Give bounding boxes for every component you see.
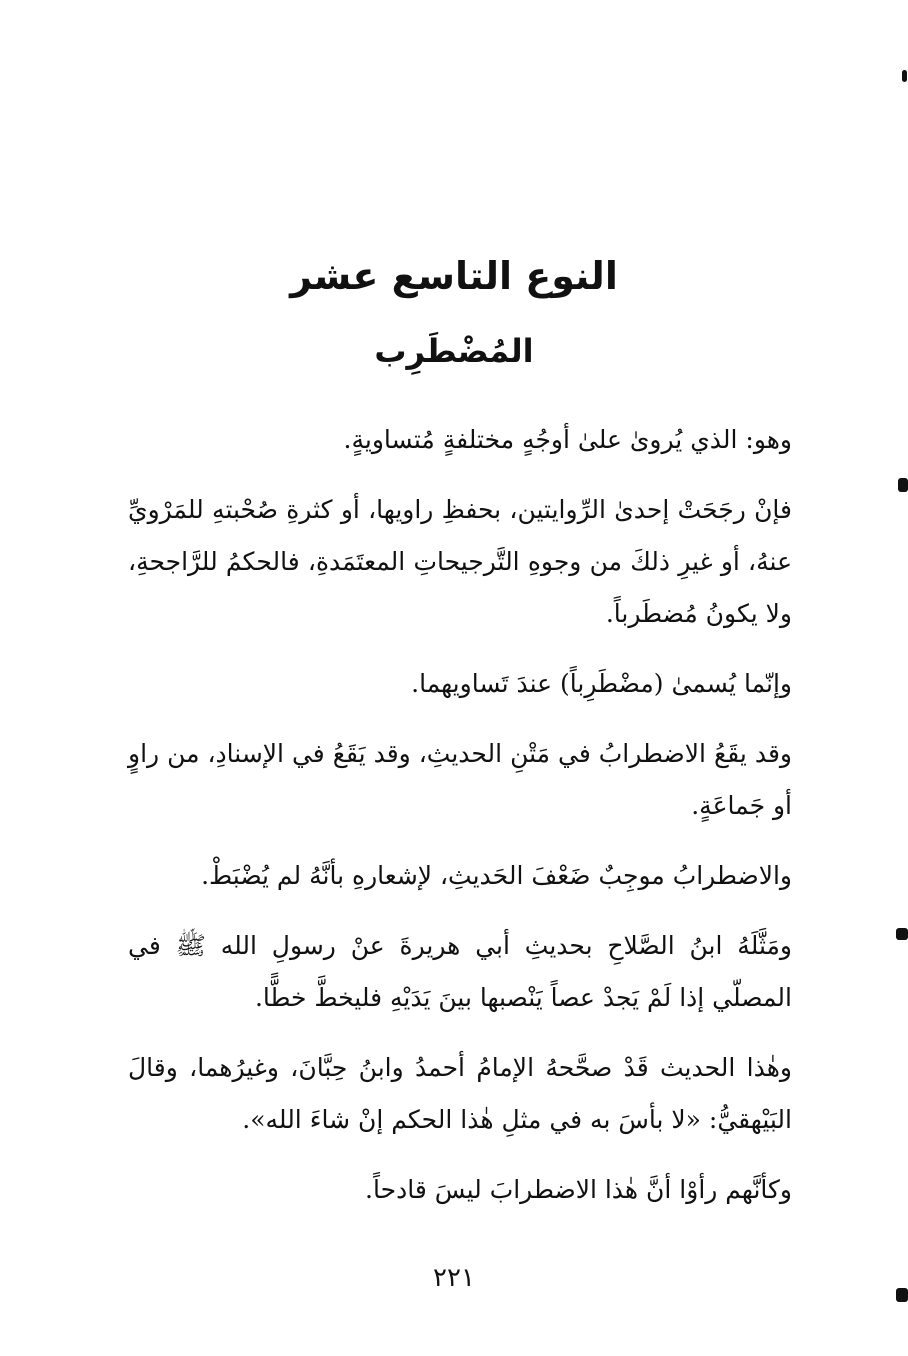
scan-edge-mark bbox=[902, 70, 907, 82]
scan-edge-mark bbox=[896, 1288, 908, 1302]
paragraph-definition: وهو: الذي يُروىٰ علىٰ أوجُهٍ مختلفةٍ مُتساويةٍ. bbox=[343, 425, 792, 454]
paragraph-authentication: وهٰذا الحديث قَدْ صحَّحهُ الإمامُ أحمدُ وابنُ حِبَّانَ، وغيرُهما، وقالَ البَيْهقيُّ: «لا بأسَ به في مثلِ هٰذا الحكم إنْ شاءَ الله». bbox=[128, 1053, 792, 1134]
body-text bbox=[128, 414, 792, 1234]
scan-edge-mark bbox=[896, 928, 908, 940]
section-title: المُضْطَرِب bbox=[374, 332, 534, 370]
paragraph-preponderance: فإنْ رجَحَتْ إحدىٰ الرِّوايتين، بحفظِ راويها، أو كثرةِ صُحْبتهِ للمَرْويِّ عنهُ، أو غيرِ ذلكَ من وجوهِ التَّرجيحاتِ المعتَمَدةِ، فالحكمُ للرَّاجحةِ، ولا يكونُ مُضطَرباً. bbox=[128, 495, 792, 628]
page-number: ٢٢١ bbox=[433, 1263, 475, 1293]
scan-edge-mark bbox=[898, 478, 908, 492]
paragraph-conclusion: وكأنَّهم رأوْا أنَّ هٰذا الاضطرابَ ليسَ قادحاً. bbox=[365, 1175, 792, 1204]
paragraph-location: وقد يقَعُ الاضطرابُ في مَتْنِ الحديثِ، وقد يَقَعُ في الإسنادِ، من راوٍ أو جَماعَةٍ. bbox=[128, 739, 792, 820]
paragraph-weakness: والاضطرابُ موجِبٌ ضَعْفَ الحَديثِ، لإشعارهِ بأنَّهُ لم يُضْبَطْ. bbox=[201, 861, 792, 890]
chapter-title: النوع التاسع عشر bbox=[290, 254, 618, 298]
paragraph-naming: وإنّما يُسمىٰ (مضْطَرِباً) عندَ تَساويهما. bbox=[411, 669, 792, 698]
paragraph-example: ومَثَّلَهُ ابنُ الصَّلاحِ بحديثِ أبي هريرةَ عنْ رسولِ الله ﷺ في المصلّي إذا لَمْ يَجدْ عصاً يَنْصبها بينَ يَدَيْهِ فليخطَّ خطًّا. bbox=[128, 931, 792, 1012]
